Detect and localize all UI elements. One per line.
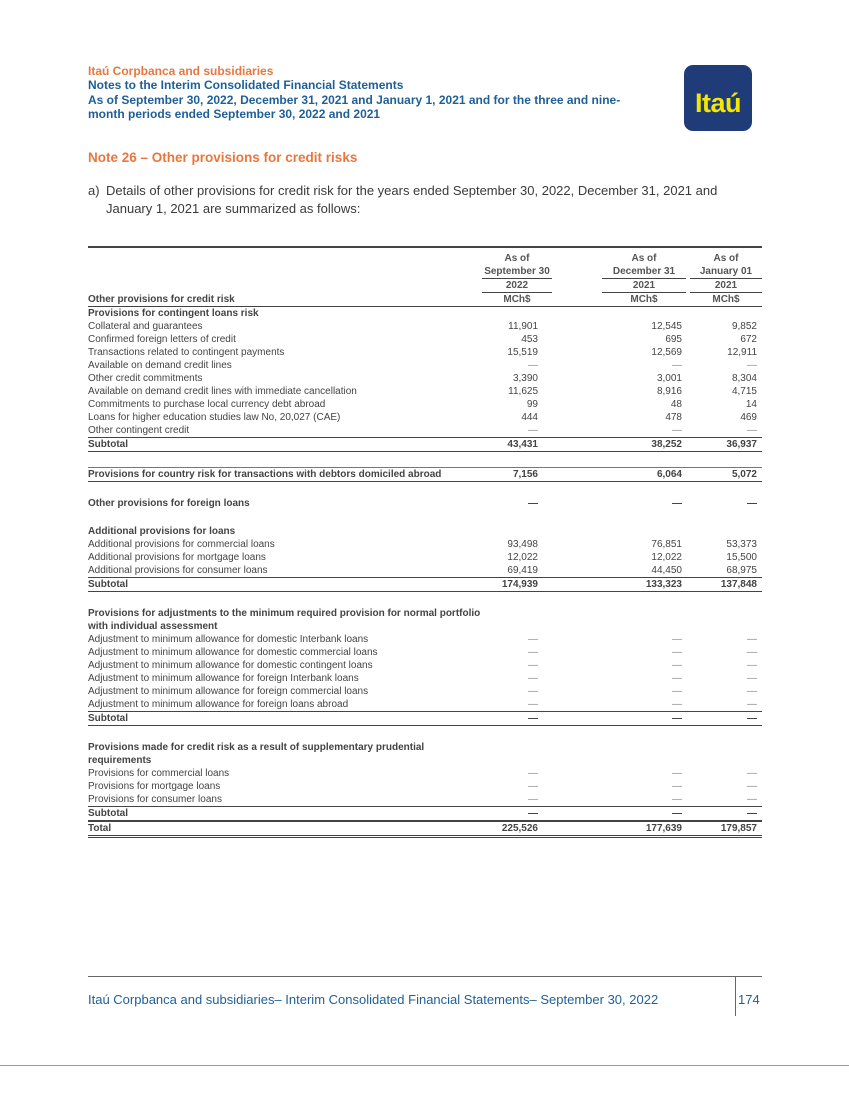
row-label: Commitments to purchase local currency debt abroad	[88, 399, 326, 410]
row-label: Other contingent credit	[88, 425, 190, 436]
row-value: —	[747, 781, 757, 792]
document-header	[88, 64, 668, 121]
logo-text: Itaú	[694, 87, 741, 118]
table-row	[88, 346, 762, 359]
table-row	[88, 564, 762, 577]
row-label: Other provisions for foreign loans	[88, 498, 250, 509]
row-value: 15,519	[507, 347, 538, 358]
col-unit: MCh$	[630, 294, 658, 305]
row-value: —	[747, 794, 757, 805]
row-value: 3,390	[512, 373, 538, 384]
row-label: Additional provisions for consumer loans	[88, 565, 268, 576]
row-value: 14	[745, 399, 757, 410]
row-value: —	[747, 768, 757, 779]
row-value: 12,545	[651, 321, 682, 332]
table-row	[88, 372, 762, 385]
row-value: —	[747, 498, 757, 509]
row-label: Adjustment to minimum allowance for domestic Interbank loans	[88, 634, 369, 645]
row-value: —	[528, 713, 538, 724]
table-row	[88, 359, 762, 372]
row-label: Adjustment to minimum allowance for domestic contingent loans	[88, 660, 373, 671]
row-label: Other credit commitments	[88, 373, 203, 384]
row-value: 137,848	[720, 579, 757, 590]
table-row	[88, 672, 762, 685]
row-label: Adjustment to minimum allowance for foreign Interbank loans	[88, 673, 359, 684]
row-value: 36,937	[726, 439, 757, 450]
row-value: —	[672, 781, 682, 792]
section-row	[88, 525, 762, 538]
row-label: Provisions for mortgage loans	[88, 781, 221, 792]
row-value: —	[672, 808, 682, 819]
row-label: Available on demand credit lines	[88, 360, 232, 371]
row-label: Provisions for commercial loans	[88, 768, 230, 779]
row-header: Other provisions for credit risk	[88, 294, 235, 305]
header-row-as-of	[88, 252, 762, 265]
col-header: As of	[713, 253, 739, 264]
row-value: —	[672, 498, 682, 509]
boldline-row	[88, 497, 762, 510]
provisions-table	[88, 246, 762, 838]
row-value: 12,022	[651, 552, 682, 563]
row-value: —	[528, 794, 538, 805]
row-label: Adjustment to minimum allowance for foreign loans abroad	[88, 699, 349, 710]
row-spacer	[88, 510, 762, 525]
row-value: —	[528, 781, 538, 792]
row-value: —	[528, 808, 538, 819]
row-value: 469	[740, 412, 757, 423]
table-row	[88, 646, 762, 659]
row-value: —	[672, 660, 682, 671]
col-header: As of	[631, 253, 657, 264]
footer-divider	[88, 976, 762, 977]
row-value: 48	[670, 399, 682, 410]
row-value: 444	[521, 412, 538, 423]
intro-text: Details of other provisions for credit risk for the years ended September 30, 2022, December 31, 2021 and January 1, 2021 are summarized as follows:	[106, 183, 718, 216]
table-row	[88, 385, 762, 398]
row-value: —	[747, 634, 757, 645]
row-value: 43,431	[507, 439, 538, 450]
row-value: —	[528, 660, 538, 671]
row-label: Provisions made for credit risk as a result of supplementary prudential requirements	[88, 742, 425, 766]
row-value: 5,072	[731, 469, 757, 480]
row-value: —	[672, 647, 682, 658]
row-value: —	[747, 686, 757, 697]
row-value: 3,001	[656, 373, 682, 384]
row-label: Provisions for adjustments to the minimum required provision for normal portfolio with individual assessment	[88, 608, 481, 632]
row-value: 68,975	[726, 565, 757, 576]
row-value: —	[747, 713, 757, 724]
row-label: Adjustment to minimum allowance for foreign commercial loans	[88, 686, 369, 697]
table-row	[88, 398, 762, 411]
row-label: Collateral and guarantees	[88, 321, 203, 332]
row-value: 11,625	[508, 386, 538, 397]
row-value: 6,064	[656, 469, 682, 480]
row-value: 478	[665, 412, 682, 423]
row-value: —	[672, 425, 682, 436]
row-value: —	[672, 634, 682, 645]
row-label: Subtotal	[88, 713, 128, 724]
col-header: September 30	[482, 265, 552, 279]
row-value: —	[672, 686, 682, 697]
itau-logo	[684, 65, 752, 131]
period-line-1: As of September 30, 2022, December 31, 2021 and January 1, 2021 and for the three and nine-	[88, 92, 621, 107]
row-value: 44,450	[651, 565, 682, 576]
page-bottom-divider	[0, 1065, 849, 1066]
row-value: 453	[521, 334, 538, 345]
row-value: 174,939	[501, 579, 538, 590]
row-label: Subtotal	[88, 808, 128, 819]
row-label: Loans for higher education studies law No, 20,027 (CAE)	[88, 412, 341, 423]
col-year: 2021	[690, 279, 762, 293]
col-unit: MCh$	[712, 294, 740, 305]
row-value: 11,901	[508, 321, 538, 332]
row-value: 12,022	[507, 552, 538, 563]
row-value: 99	[526, 399, 538, 410]
row-value: —	[747, 808, 757, 819]
row-value: —	[672, 699, 682, 710]
row-value: —	[528, 498, 538, 509]
row-value: 38,252	[651, 439, 682, 450]
row-value: —	[528, 634, 538, 645]
row-value: —	[672, 768, 682, 779]
section2-row	[88, 607, 762, 633]
list-marker: a)	[88, 183, 100, 198]
section2-row	[88, 741, 762, 767]
row-label: Additional provisions for mortgage loans	[88, 552, 266, 563]
row-value: 12,911	[727, 347, 757, 358]
row-value: —	[528, 768, 538, 779]
row-value: —	[528, 425, 538, 436]
row-value: 12,569	[651, 347, 682, 358]
col-unit: MCh$	[503, 294, 531, 305]
row-label: Provisions for contingent loans risk	[88, 308, 259, 319]
row-spacer	[88, 452, 762, 467]
row-value: 9,852	[731, 321, 757, 332]
row-value: —	[747, 660, 757, 671]
table-row	[88, 659, 762, 672]
row-value: 133,323	[645, 579, 682, 590]
total-row	[88, 821, 762, 838]
row-label: Available on demand credit lines with immediate cancellation	[88, 386, 357, 397]
row-label: Additional provisions for loans	[88, 526, 236, 537]
row-value: —	[672, 794, 682, 805]
row-value: 179,857	[720, 823, 757, 834]
intro-paragraph	[88, 182, 764, 218]
table-row	[88, 685, 762, 698]
table-row	[88, 424, 762, 437]
header-row-year	[88, 279, 762, 293]
document-title: Notes to the Interim Consolidated Financial Statements	[88, 78, 404, 93]
row-label: Provisions for consumer loans	[88, 794, 222, 805]
row-value: 225,526	[501, 823, 538, 834]
col-header: December 31	[602, 265, 686, 279]
row-value: —	[747, 673, 757, 684]
col-header: As of	[504, 253, 530, 264]
table-row	[88, 411, 762, 424]
row-value: 53,373	[726, 539, 757, 550]
table-body	[88, 307, 762, 838]
row-value: 7,156	[512, 469, 538, 480]
header-row-unit	[88, 293, 762, 307]
row-value: —	[672, 360, 682, 371]
row-value: —	[528, 647, 538, 658]
row-value: —	[747, 425, 757, 436]
subtotal-row	[88, 711, 762, 726]
row-value: 93,498	[507, 539, 538, 550]
row-spacer	[88, 482, 762, 497]
boxed-row	[88, 467, 762, 482]
row-label: Confirmed foreign letters of credit	[88, 334, 236, 345]
table-row	[88, 633, 762, 646]
table-row	[88, 333, 762, 346]
row-value: 69,419	[507, 565, 538, 576]
row-label: Subtotal	[88, 439, 128, 450]
table-row	[88, 320, 762, 333]
row-value: —	[528, 360, 538, 371]
row-value: —	[747, 699, 757, 710]
row-spacer	[88, 592, 762, 607]
note-title: Note 26 – Other provisions for credit risks	[88, 150, 358, 165]
row-value: 4,715	[731, 386, 757, 397]
section-row	[88, 307, 762, 320]
row-value: 695	[665, 334, 682, 345]
footer-separator	[735, 976, 736, 1016]
row-value: 177,639	[645, 823, 682, 834]
row-value: —	[528, 673, 538, 684]
row-label: Transactions related to contingent payments	[88, 347, 285, 358]
col-header: January 01	[690, 265, 762, 279]
table-row	[88, 780, 762, 793]
row-value: —	[528, 686, 538, 697]
page-number: 174	[738, 992, 760, 1007]
row-value: —	[747, 647, 757, 658]
row-label: Additional provisions for commercial loans	[88, 539, 275, 550]
row-value: 76,851	[651, 539, 682, 550]
row-label: Subtotal	[88, 579, 128, 590]
subtotal-row	[88, 806, 762, 821]
table-row	[88, 793, 762, 806]
row-label: Provisions for country risk for transactions with debtors domiciled abroad	[88, 469, 442, 480]
col-year: 2022	[482, 279, 552, 293]
subtotal-row	[88, 437, 762, 452]
row-value: —	[672, 713, 682, 724]
table-row	[88, 767, 762, 780]
footer-text: Itaú Corpbanca and subsidiaries– Interim Consolidated Financial Statements– September 30, 2022	[88, 992, 659, 1007]
table-row	[88, 538, 762, 551]
row-label: Adjustment to minimum allowance for domestic commercial loans	[88, 647, 378, 658]
table-row	[88, 698, 762, 711]
row-value: 8,304	[731, 373, 757, 384]
row-value: 672	[740, 334, 757, 345]
row-label: Total	[88, 823, 112, 834]
subtotal-row	[88, 577, 762, 592]
header-row-date	[88, 265, 762, 279]
row-spacer	[88, 726, 762, 741]
row-value: 15,500	[726, 552, 757, 563]
period-line-2: month periods ended September 30, 2022 and 2021	[88, 106, 381, 121]
col-year: 2021	[602, 279, 686, 293]
company-name: Itaú Corpbanca and subsidiaries	[88, 64, 274, 78]
row-value: —	[672, 673, 682, 684]
row-value: 8,916	[656, 386, 682, 397]
row-value: —	[747, 360, 757, 371]
row-value: —	[528, 699, 538, 710]
table-row	[88, 551, 762, 564]
